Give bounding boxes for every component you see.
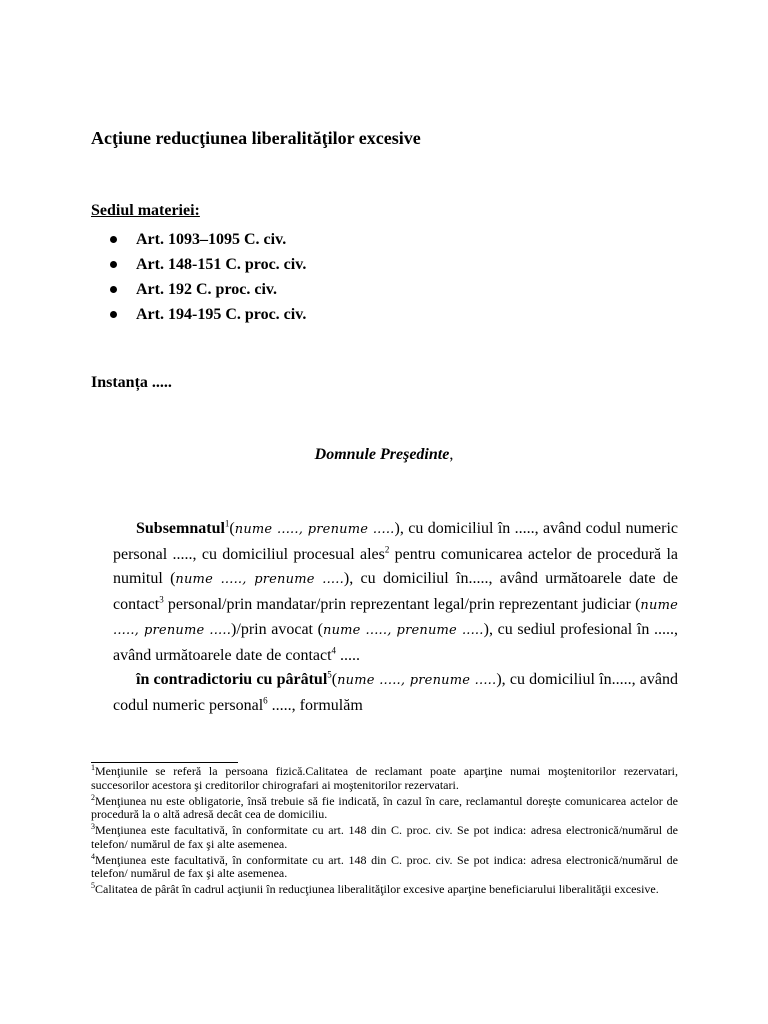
salutation-text: Domnule Preşedinte [314, 446, 450, 463]
salutation [0, 446, 768, 464]
footnote-ref: 2 [384, 544, 390, 555]
list-item [110, 277, 306, 302]
footnote-text: Menţiunea nu este obligatorie, însă trebuie să fie indicată, în cazul în care, reclamantul doreşte comunicarea actelor de procedură la o altă adresă decât cea de domiciliu. [91, 793, 678, 822]
footnote-text: Calitatea de pârât în cadrul acţiunii în reducţiunea liberalităţilor excesive aparţine beneficiarului liberalităţii excesive. [95, 882, 659, 897]
list-item [110, 252, 306, 277]
footnote-text: Menţiunea este facultativă, în conformitate cu art. 148 din C. proc. civ. Se pot indica: adresa electronică/numărul de telefon/ numărul de fax şi alte asemenea. [91, 823, 678, 851]
placeholder-name: nume ....., prenume ..... [337, 673, 497, 688]
body-text-run: ....., formulăm [267, 696, 363, 714]
body-text-run: )/prin avocat ( [231, 621, 323, 638]
footnote-separator [91, 762, 238, 763]
footnote-number: 4 [91, 851, 95, 861]
articles-list [110, 227, 306, 327]
footnotes [91, 765, 678, 899]
paragraph-defendant: în contradictoriu cu pârâtul$^5$(nume ....., prenume .....), cu domiciliul în....., având codul numeric personal$^6$ ....., formulăm [113, 669, 678, 714]
footnote-ref: 1 [224, 518, 230, 529]
footnote-number: 3 [91, 822, 95, 832]
bullet-icon [110, 261, 117, 268]
contradictoriu-label: în contradictoriu cu pârâtul [136, 671, 328, 688]
placeholder-name: nume ....., prenume ..... [175, 572, 344, 587]
footnote-item [91, 765, 678, 792]
body-text-run: ), cu domiciliul în....., având codul numeric personal [113, 671, 678, 714]
article-ref: Art. 148-151 C. proc. civ. [136, 255, 307, 273]
footnote-text: Menţiunile se referă la persoana fizică.Calitatea de reclamant poate aparţine numai moştenitorilor rezervatari, succesorilor acestora şi creditorilor chirografari ai moştenitorilor rezervatari. [91, 764, 678, 792]
bullet-icon [110, 236, 117, 243]
footnote-ref: 5 [327, 669, 332, 680]
footnote-number: 5 [91, 881, 95, 891]
footnote-item [91, 824, 678, 851]
petition-body [113, 517, 678, 718]
footnote-item [91, 792, 678, 822]
list-item [110, 302, 306, 327]
body-text-run: ), cu domiciliul în ....., având codul numeric personal ....., cu domiciliul procesual ales [113, 520, 678, 563]
body-text-run: pentru comunicarea actelor de procedură la numitul ( [113, 545, 679, 587]
subsemnatul-label: Subsemnatul [136, 520, 225, 537]
footnote-number: 2 [91, 792, 95, 802]
placeholder-name: nume ....., prenume ..... [234, 522, 395, 537]
body-text-run: ), cu domiciliul în....., având următoarele date de contact [113, 570, 678, 613]
body-text-run: personal/prin mandatar/prin reprezentant legal/prin reprezentant judiciar ( [163, 595, 641, 613]
footnote-text: Menţiunea este facultativă, în conformitate cu art. 148 din C. proc. civ. Se pot indica: adresa electronică/numărul de telefon/ numărul de fax şi alte asemenea. [91, 852, 678, 881]
footnote-item [91, 883, 678, 897]
footnote-ref: 6 [263, 695, 268, 706]
sediu-heading: Sediul materiei: [91, 202, 200, 219]
article-ref: Art. 192 C. proc. civ. [136, 280, 278, 298]
body-text-run: ..... [336, 646, 361, 664]
footnote-ref: 4 [331, 645, 337, 656]
bullet-icon [110, 311, 117, 318]
salutation-punct: , [449, 446, 454, 463]
footnote-item [91, 851, 678, 881]
article-ref: Art. 1093–1095 C. civ. [136, 230, 287, 248]
paragraph-plaintiff: Subsemnatul$^1$(nume ....., prenume .....), cu domiciliul în ....., având codul numeric personal ....., cu domiciliul procesual ales$^2$ pentru comunicarea actelor de procedură la numitul (nume ....., prenume .....), cu domiciliul în....., având următoarele date de contact$^3$ personal/prin mandatar/prin reprezentant legal/prin reprezentant judiciar (nume ....., prenume .....)/prin avocat (nume ....., prenume .....), cu sediul profesional în ....., având următoarele date de contact$^4$ ..... [113, 518, 679, 664]
body-text-run: ), cu sediul profesional în ....., având următoarele date de contact [113, 621, 678, 664]
list-item [110, 227, 306, 252]
placeholder-name: nume ....., prenume ..... [323, 623, 484, 638]
court-line: Instanța ..... [91, 374, 172, 391]
footnote-number: 1 [91, 763, 95, 772]
article-ref: Art. 194-195 C. proc. civ. [136, 305, 307, 323]
footnote-ref: 3 [159, 594, 164, 605]
bullet-icon [110, 286, 117, 293]
document-title: Acţiune reducţiunea liberalităţilor excesive [91, 128, 421, 148]
placeholder-name: nume ....., prenume ..... [113, 597, 678, 638]
